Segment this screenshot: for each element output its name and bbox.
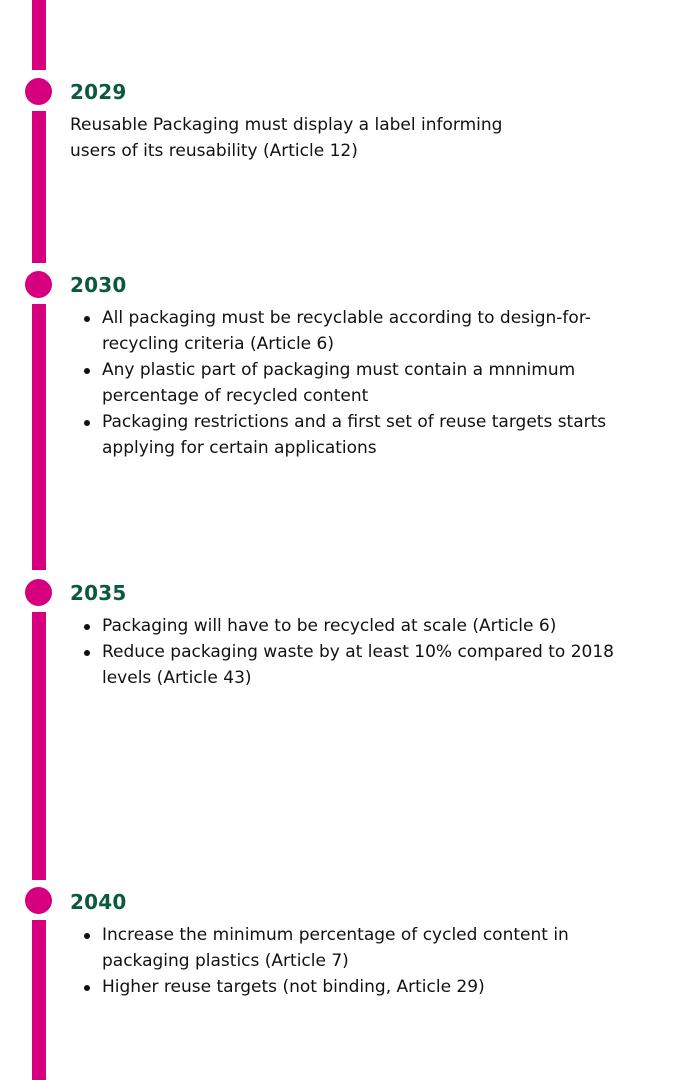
timeline-bullet-item: Increase the minimum percentage of cycled content in packaging plastics (Article 7) [70,922,640,974]
timeline-dot [25,271,52,298]
timeline-bar-segment [32,612,46,880]
timeline-bullet-item: Reduce packaging waste by at least 10% compared to 2018 levels (Article 43) [70,639,640,691]
timeline-bar-segment [32,111,46,263]
timeline-bar-segment [32,304,46,570]
timeline-year: 2029 [70,80,127,104]
timeline-bar-segment [32,920,46,1080]
timeline-year: 2040 [70,890,127,914]
timeline-bullet-list [70,613,640,691]
timeline-dot [25,887,52,914]
timeline-year: 2030 [70,273,127,297]
timeline-description: Reusable Packaging must display a label informing users of its reusability (Article 12) [70,115,503,161]
timeline-bullet-item: Higher reuse targets (not binding, Article 29) [70,974,640,1000]
timeline-bullet-item: Packaging restrictions and a first set of reuse targets starts applying for certain applications [70,409,640,461]
timeline-year: 2035 [70,581,127,605]
timeline-bullet-item: Packaging will have to be recycled at scale (Article 6) [70,613,640,639]
timeline-bullet-list [70,305,640,461]
timeline-bullet-item: All packaging must be recyclable according to design-for-recycling criteria (Article 6) [70,305,640,357]
timeline-dot [25,579,52,606]
timeline-dot [25,78,52,105]
timeline-bar-segment [32,0,46,70]
timeline-bullet-list [70,922,640,1000]
timeline-bullet-item: Any plastic part of packaging must contain a mnnimum percentage of recycled content [70,357,640,409]
